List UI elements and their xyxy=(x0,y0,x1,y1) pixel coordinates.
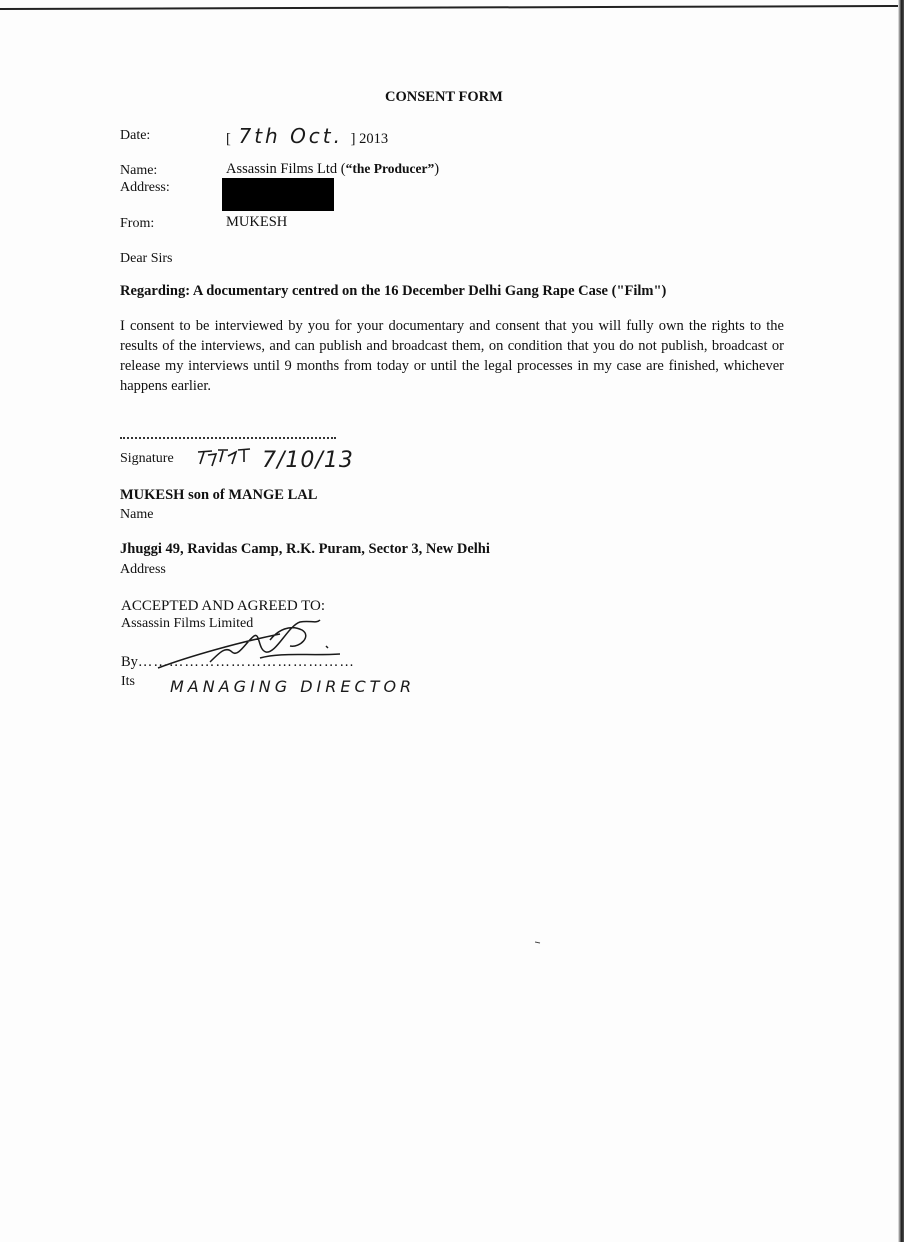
address-redaction xyxy=(222,178,334,211)
its-label: Its xyxy=(121,674,135,689)
acceptance-heading: ACCEPTED AND AGREED TO: xyxy=(121,598,326,614)
signer-name-value: MUKESH son of MANGE LAL xyxy=(120,487,318,503)
date-year: ] 2013 xyxy=(350,131,389,147)
date-value xyxy=(226,124,388,148)
name-label: Name: xyxy=(120,163,158,178)
consent-paragraph: I consent to be interviewed by you for your documentary and consent that you will fully own the rights to the results of the interviews, and can publish and broadcast them, on condition that you do not publish, broadcast or release my interviews until 9 months from today or until the legal processes in my case are finished, whichever happens earlier. xyxy=(120,318,784,394)
by-dots: …………………………………… xyxy=(137,654,355,670)
company-signature-scribble xyxy=(150,612,350,674)
name-value-prefix: Assassin Films Ltd ( xyxy=(226,161,346,177)
signer-address-label: Address xyxy=(120,562,166,577)
by-label: By xyxy=(121,654,138,670)
scan-speck xyxy=(535,940,541,944)
handwritten-signature-mark xyxy=(194,444,256,470)
signature-handwritten-date: 7/10/13 xyxy=(262,448,354,473)
signer-address-value: Jhuggi 49, Ravidas Camp, R.K. Puram, Sector 3, New Delhi xyxy=(120,541,490,557)
signature-label: Signature xyxy=(120,451,174,466)
date-label: Date: xyxy=(120,128,151,143)
its-handwritten-value: MANAGING DIRECTOR xyxy=(170,677,416,696)
date-handwritten: 7th Oct. xyxy=(238,124,344,148)
salutation: Dear Sirs xyxy=(120,251,173,266)
form-title: CONSENT FORM xyxy=(385,89,503,105)
name-value xyxy=(226,161,439,178)
name-value-producer: “the Producer” xyxy=(345,161,435,176)
signature-dotted-line xyxy=(120,429,336,439)
from-label: From: xyxy=(120,216,155,231)
address-label: Address: xyxy=(120,180,170,195)
signer-name-label: Name xyxy=(120,507,154,522)
acceptance-company: Assassin Films Limited xyxy=(121,616,254,631)
from-value: MUKESH xyxy=(226,214,288,230)
name-value-suffix: ) xyxy=(434,161,440,177)
scan-edge-right xyxy=(898,0,904,1242)
subject-line: Regarding: A documentary centred on the 16 December Delhi Gang Rape Case ("Film") xyxy=(120,283,667,299)
date-open-bracket: [ xyxy=(226,131,231,147)
scan-edge-top xyxy=(0,0,904,10)
